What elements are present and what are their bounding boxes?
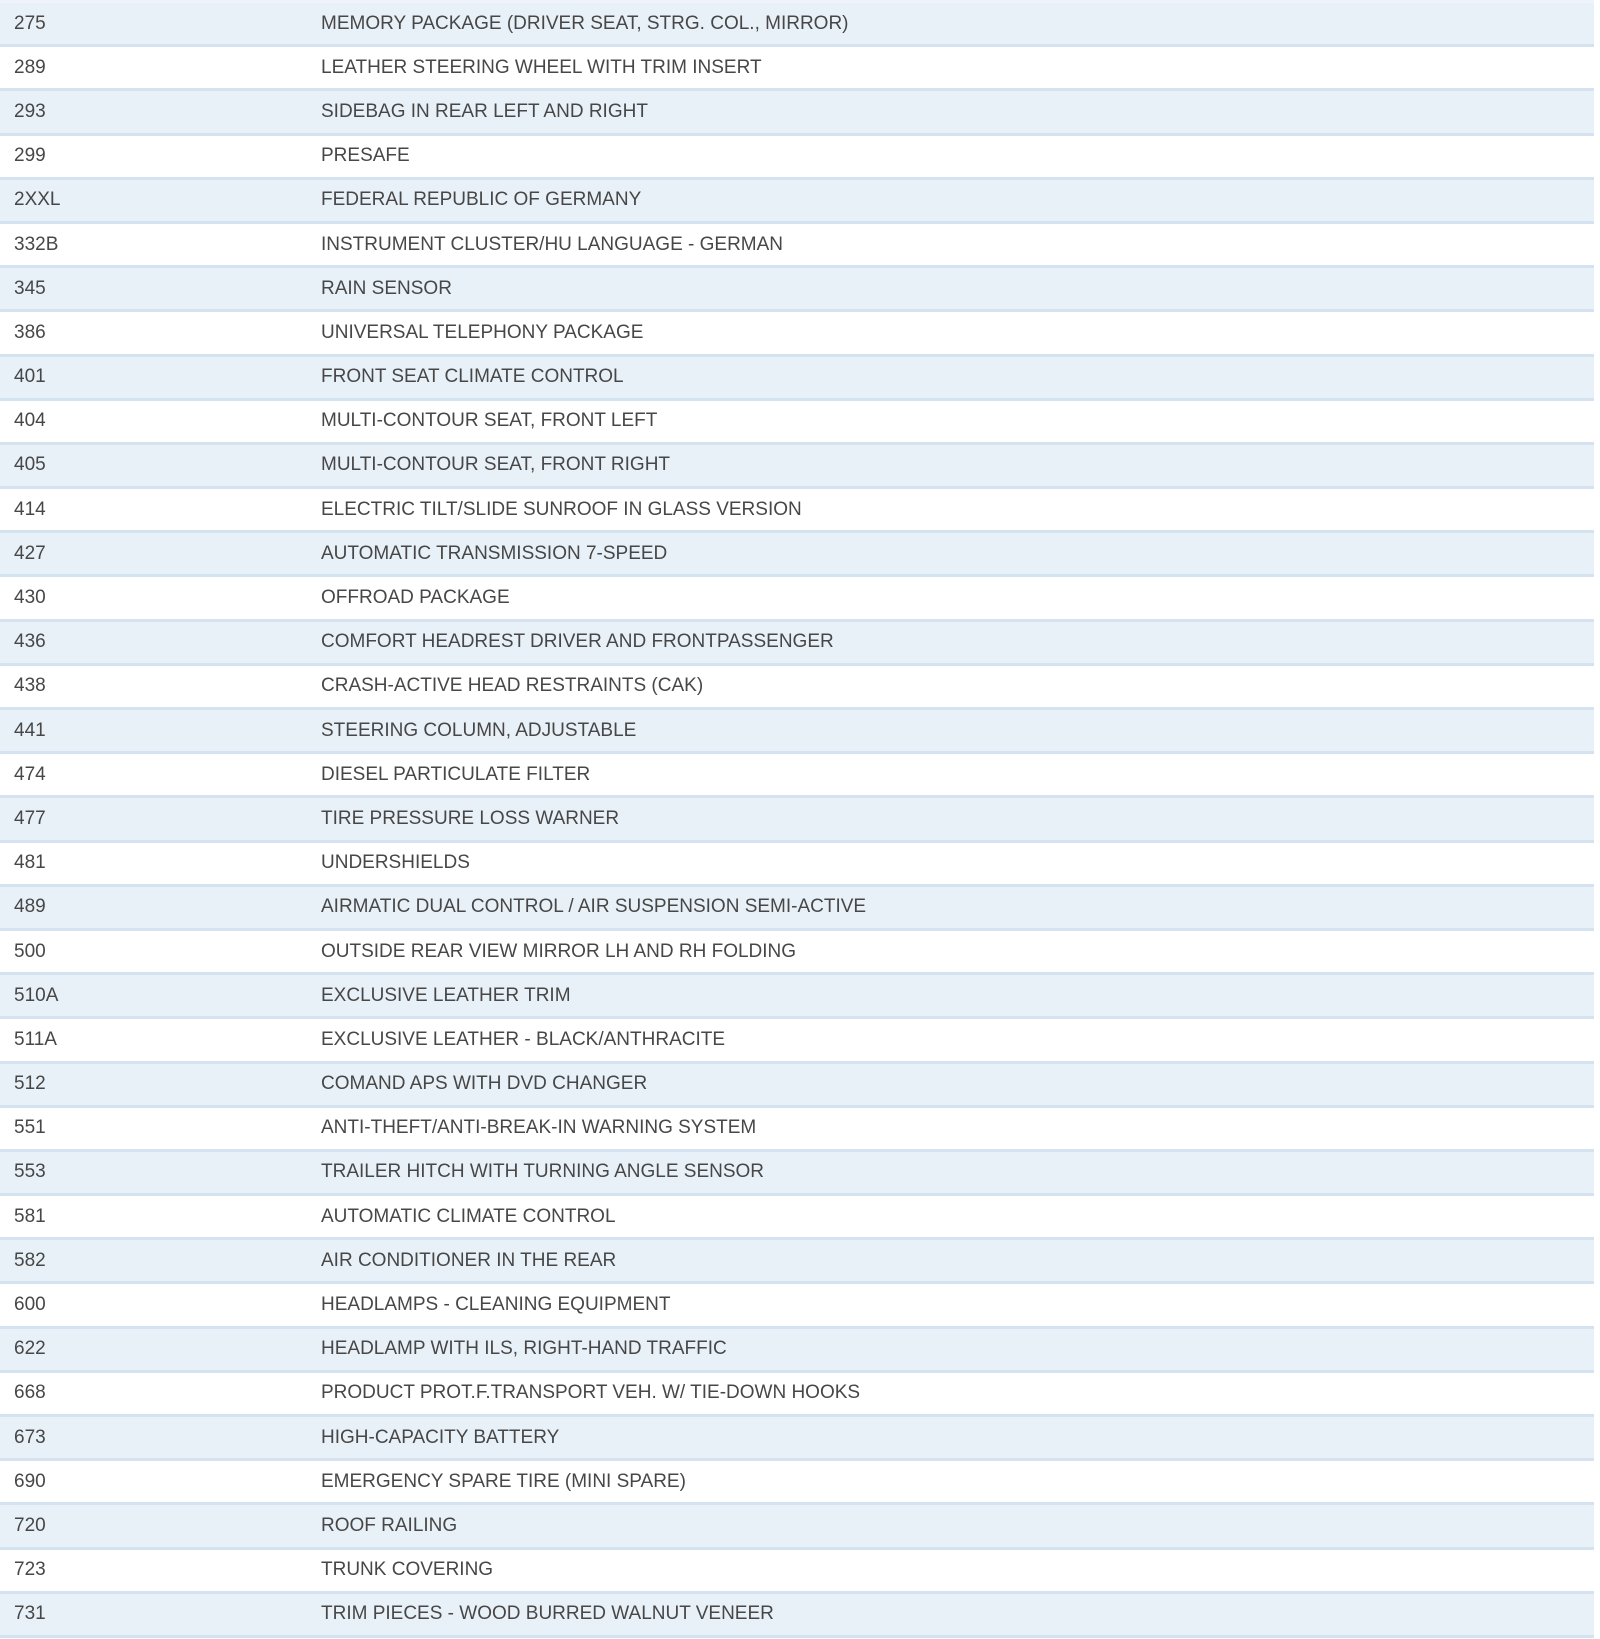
table-row (0, 754, 1594, 798)
table-row (0, 47, 1594, 91)
option-description-cell: COMAND APS WITH DVD CHANGER (321, 1073, 648, 1095)
option-code-cell: 405 (14, 454, 46, 476)
option-description-cell: INSTRUMENT CLUSTER/HU LANGUAGE - GERMAN (321, 233, 784, 255)
option-code-cell: 551 (14, 1117, 46, 1139)
option-description-cell: MULTI-CONTOUR SEAT, FRONT RIGHT (321, 454, 671, 476)
option-description-cell: HEADLAMP WITH ILS, RIGHT-HAND TRAFFIC (321, 1338, 727, 1360)
option-description-cell: HIGH-CAPACITY BATTERY (321, 1426, 560, 1448)
table-row (0, 1240, 1594, 1284)
option-code-cell: 581 (14, 1205, 46, 1227)
option-code-cell: 404 (14, 410, 46, 432)
option-description-cell: STEERING COLUMN, ADJUSTABLE (321, 719, 637, 741)
option-code-cell: 481 (14, 852, 46, 874)
table-row (0, 577, 1594, 621)
option-code-cell: 500 (14, 940, 46, 962)
option-code-cell: 386 (14, 321, 46, 343)
option-code-cell: 731 (14, 1603, 46, 1625)
option-code-cell: 289 (14, 56, 46, 78)
table-row (0, 1594, 1594, 1638)
table-row (0, 1108, 1594, 1152)
option-description-cell: DIESEL PARTICULATE FILTER (321, 763, 591, 785)
table-row (0, 798, 1594, 842)
option-code-cell: 512 (14, 1073, 46, 1095)
option-code-cell: 293 (14, 100, 46, 122)
table-row (0, 1329, 1594, 1373)
option-description-cell: ROOF RAILING (321, 1514, 458, 1536)
option-description-cell: AIR CONDITIONER IN THE REAR (321, 1249, 617, 1271)
option-code-cell: 622 (14, 1338, 46, 1360)
table-row (0, 1196, 1594, 1240)
table-row (0, 710, 1594, 754)
option-description-cell: HEADLAMPS - CLEANING EQUIPMENT (321, 1294, 671, 1316)
option-code-cell: 673 (14, 1426, 46, 1448)
option-code-cell: 430 (14, 587, 46, 609)
option-description-cell: PRESAFE (321, 145, 410, 167)
table-row (0, 887, 1594, 931)
table-row (0, 180, 1594, 224)
option-description-cell: RAIN SENSOR (321, 277, 452, 299)
option-description-cell: TRAILER HITCH WITH TURNING ANGLE SENSOR (321, 1161, 765, 1183)
table-row (0, 843, 1594, 887)
table-row (0, 1550, 1594, 1594)
option-description-cell: MULTI-CONTOUR SEAT, FRONT LEFT (321, 410, 658, 432)
option-description-cell: CRASH-ACTIVE HEAD RESTRAINTS (CAK) (321, 675, 704, 697)
option-code-cell: 427 (14, 542, 46, 564)
table-row (0, 445, 1594, 489)
option-description-cell: EMERGENCY SPARE TIRE (MINI SPARE) (321, 1470, 686, 1492)
option-description-cell: LEATHER STEERING WHEEL WITH TRIM INSERT (321, 56, 762, 78)
option-description-cell: AUTOMATIC CLIMATE CONTROL (321, 1205, 616, 1227)
option-description-cell: EXCLUSIVE LEATHER TRIM (321, 984, 571, 1006)
option-code-cell: 668 (14, 1382, 46, 1404)
option-description-cell: SIDEBAG IN REAR LEFT AND RIGHT (321, 100, 648, 122)
table-row (0, 533, 1594, 577)
option-description-cell: FRONT SEAT CLIMATE CONTROL (321, 366, 624, 388)
option-code-cell: 489 (14, 896, 46, 918)
option-code-cell: 582 (14, 1249, 46, 1271)
option-code-cell: 511A (14, 1028, 57, 1050)
option-description-cell: TRUNK COVERING (321, 1559, 494, 1581)
table-row (0, 357, 1594, 401)
option-description-cell: MEMORY PACKAGE (DRIVER SEAT, STRG. COL., MIRROR) (321, 12, 849, 34)
table-row (0, 1284, 1594, 1328)
option-code-cell: 723 (14, 1559, 46, 1581)
option-code-cell: 690 (14, 1470, 46, 1492)
table-row (0, 136, 1594, 180)
option-code-cell: 553 (14, 1161, 46, 1183)
table-row (0, 224, 1594, 268)
table-row (0, 975, 1594, 1019)
table-row (0, 1417, 1594, 1461)
option-description-cell: PRODUCT PROT.F.TRANSPORT VEH. W/ TIE-DOWN HOOKS (321, 1382, 861, 1404)
table-row (0, 3, 1594, 47)
option-code-cell: 436 (14, 631, 46, 653)
table-row (0, 401, 1594, 445)
table-row (0, 1064, 1594, 1108)
table-row (0, 1461, 1594, 1505)
option-description-cell: COMFORT HEADREST DRIVER AND FRONTPASSENGER (321, 631, 834, 653)
option-code-cell: 275 (14, 12, 46, 34)
table-row (0, 666, 1594, 710)
option-code-cell: 477 (14, 807, 46, 829)
table-row (0, 1019, 1594, 1063)
option-description-cell: AIRMATIC DUAL CONTROL / AIR SUSPENSION SEMI-ACTIVE (321, 896, 867, 918)
table-row (0, 622, 1594, 666)
table-row (0, 268, 1594, 312)
option-description-cell: ANTI-THEFT/ANTI-BREAK-IN WARNING SYSTEM (321, 1117, 757, 1139)
option-description-cell: UNDERSHIELDS (321, 852, 470, 874)
table-row (0, 1373, 1594, 1417)
option-code-cell: 414 (14, 498, 46, 520)
table-row (0, 1152, 1594, 1196)
table-row (0, 91, 1594, 135)
option-code-cell: 510A (14, 984, 59, 1006)
option-code-cell: 345 (14, 277, 46, 299)
option-code-cell: 441 (14, 719, 46, 741)
option-code-cell: 332B (14, 233, 59, 255)
option-description-cell: ELECTRIC TILT/SLIDE SUNROOF IN GLASS VERSION (321, 498, 802, 520)
option-code-cell: 401 (14, 366, 46, 388)
option-description-cell: TRIM PIECES - WOOD BURRED WALNUT VENEER (321, 1603, 774, 1625)
option-description-cell: AUTOMATIC TRANSMISSION 7-SPEED (321, 542, 668, 564)
option-description-cell: EXCLUSIVE LEATHER - BLACK/ANTHRACITE (321, 1028, 726, 1050)
table-row (0, 312, 1594, 356)
option-description-cell: OFFROAD PACKAGE (321, 587, 510, 609)
table-row (0, 1505, 1594, 1549)
option-description-cell: TIRE PRESSURE LOSS WARNER (321, 807, 620, 829)
option-code-cell: 438 (14, 675, 46, 697)
option-code-cell: 474 (14, 763, 46, 785)
option-description-cell: UNIVERSAL TELEPHONY PACKAGE (321, 321, 644, 343)
option-code-cell: 299 (14, 145, 46, 167)
table-row (0, 931, 1594, 975)
option-code-cell: 600 (14, 1294, 46, 1316)
option-description-cell: OUTSIDE REAR VIEW MIRROR LH AND RH FOLDING (321, 940, 797, 962)
table-row (0, 489, 1594, 533)
option-description-cell: FEDERAL REPUBLIC OF GERMANY (321, 189, 642, 211)
option-code-cell: 720 (14, 1514, 46, 1536)
option-code-cell: 2XXL (14, 189, 61, 211)
